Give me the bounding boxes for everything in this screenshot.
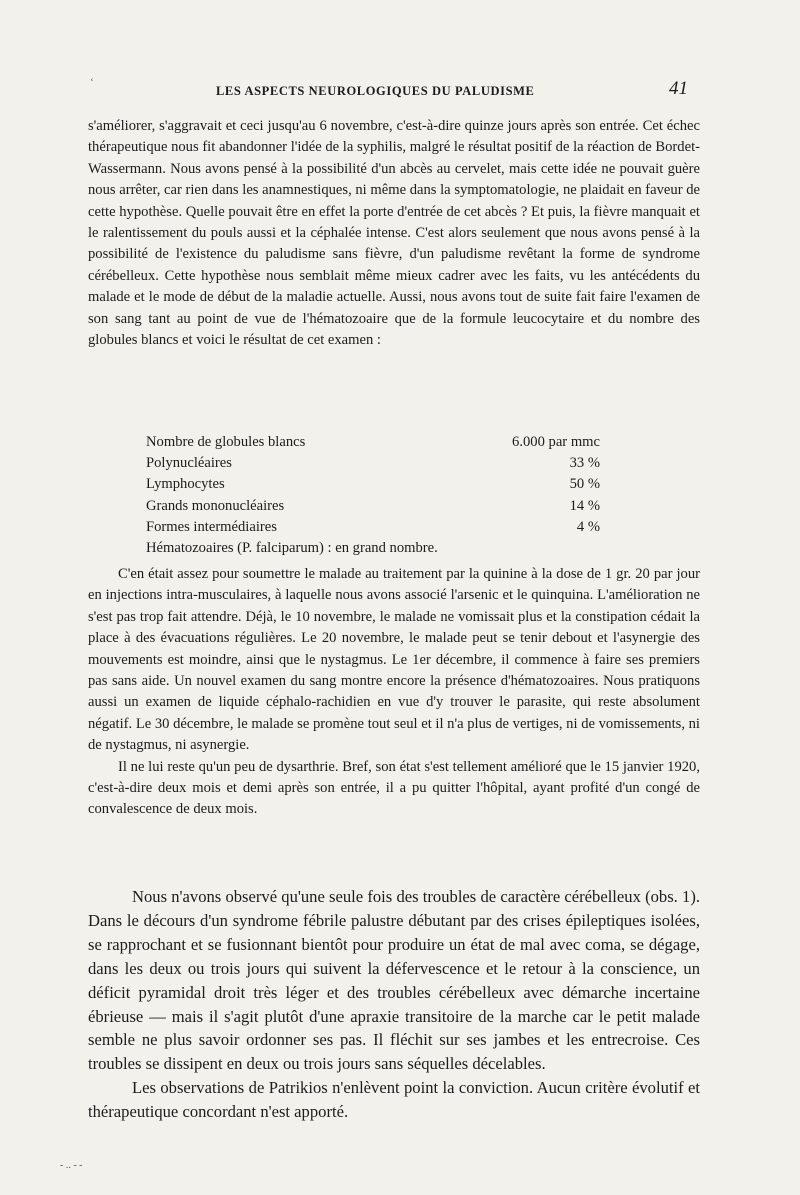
result-row — [146, 453, 606, 474]
page-number: 41 — [669, 78, 688, 99]
margin-mark: ʿ — [90, 76, 94, 90]
case-report-continuation — [88, 564, 700, 821]
paragraph: Les observations de Patrikios n'enlèvent point la conviction. Aucun critère évolutif et thérapeutique concordant n'est apporté. — [88, 1078, 700, 1122]
result-value: 6.000 par mmc — [512, 434, 600, 450]
page-header — [88, 78, 688, 102]
result-label: Lymphocytes — [146, 476, 225, 493]
footer-margin-mark: - .. - - — [60, 1160, 83, 1171]
result-label: Nombre de globules blancs — [146, 434, 306, 450]
paragraph: s'améliorer, s'aggravait et ceci jusqu'au 6 novembre, c'est-à-dire quinze jours après son entrée. Cet échec thérapeutique nous fit abandonner l'idée de la syphilis, malgré le résultat positif de la réaction de Bordet-Wassermann. Nous avons pensé à la possibilité d'un abcès au cervelet, mais cette idée ne pouvait guère nous arrêter, car rien dans les anamnestiques, ni même dans la symptomatologie, ne plaidait en faveur de cette hypothèse. Quelle pouvait être en effet la porte d'entrée de cet abcès ? Et puis, la fièvre manquait et le ralentissement du pouls aussi et la céphalée intense. C'est alors seulement que nous avons pensé à la possibilité de l'existence du paludisme sans fièvre, d'un paludisme revêtant la forme de syndrome cérébelleux. Cette hypothèse nous semblait même mieux cadrer avec les faits, vu les antécédents du malade et le mode de début de la maladie actuelle. Aussi, nous avons tout de suite fait faire l'examen de son sang tant au point de vue de l'hématozoaire que de la formule leucocytaire et du nombre des globules blancs et voici le résultat de cet examen : — [88, 118, 700, 349]
result-row — [146, 517, 606, 538]
result-row — [146, 474, 606, 495]
result-label: Polynucléaires — [146, 455, 232, 472]
running-title: LES ASPECTS NEUROLOGIQUES DU PALUDISME — [216, 84, 535, 98]
result-value: 33 % — [569, 455, 600, 472]
result-row — [146, 432, 606, 453]
result-row — [146, 496, 606, 517]
case-report-text — [88, 116, 700, 351]
result-row — [146, 538, 606, 559]
result-value: 50 % — [569, 476, 600, 493]
result-label: Grands mononucléaires — [146, 497, 285, 514]
paragraph: Il ne lui reste qu'un peu de dysarthrie. Bref, son état s'est tellement amélioré que le 15 janvier 1920, c'est-à-dire deux mois et demi après son entrée, il a pu quitter l'hôpital, ayant profité d'un congé de convalescence de deux mois. — [88, 758, 700, 818]
result-label: Hématozoaires (P. falciparum) : en grand nombre. — [146, 539, 438, 556]
paragraph: Nous n'avons observé qu'une seule fois des troubles de caractère cérébelleux (obs. 1). Dans le décours d'un syndrome fébrile palustre débutant par des crises épileptiques isolées, se rapprochant et se fusionnant bientôt pour produire un état de mal avec coma, se dégage, dans les deux ou trois jours qui suivent la défervescence et le retour à la conscience, un déficit pyramidal droit très léger et des troubles cérébelleux avec démarche incertaine ébrieuse — mais il s'agit plutôt d'une apraxie transitoire de la marche car le petit malade semble ne plus savoir ordonner ses pas. Il fléchit sur ses jambes et les entrecroise. Ces troubles se dissipent en deux ou trois jours sans séquelles décelables. — [88, 887, 700, 1074]
result-value: 14 % — [569, 497, 600, 514]
discussion-text — [88, 885, 700, 1124]
result-label: Formes intermédiaires — [146, 518, 277, 535]
paragraph: C'en était assez pour soumettre le malade au traitement par la quinine à la dose de 1 gr. 20 par jour en injections intra-musculaires, à laquelle nous avons associé l'arsenic et le quinquina. L'amélioration ne s'est pas trop fait attendre. Déjà, le 10 novembre, le malade ne vomissait plus et la constipation cédait la place à des évacuations régulières. Le 20 novembre, le malade peut se tenir debout et l'asynergie des mouvements est moindre, ainsi que le nystagmus. Le 1er décembre, il commence à faire ses premiers pas sans aide. Un nouvel examen du sang montre encore la présence d'hématozoaires. Nous pratiquons aussi un examen de liquide céphalo-rachidien en vue d'y trouver le parasite, qui reste absolument négatif. Le 30 décembre, le malade se promène tout seul et il n'a plus de vertiges, ni de vomissements, ni de nystagmus, ni asynergie. — [88, 566, 700, 754]
blood-exam-results — [146, 432, 606, 559]
result-value: 4 % — [576, 518, 600, 535]
